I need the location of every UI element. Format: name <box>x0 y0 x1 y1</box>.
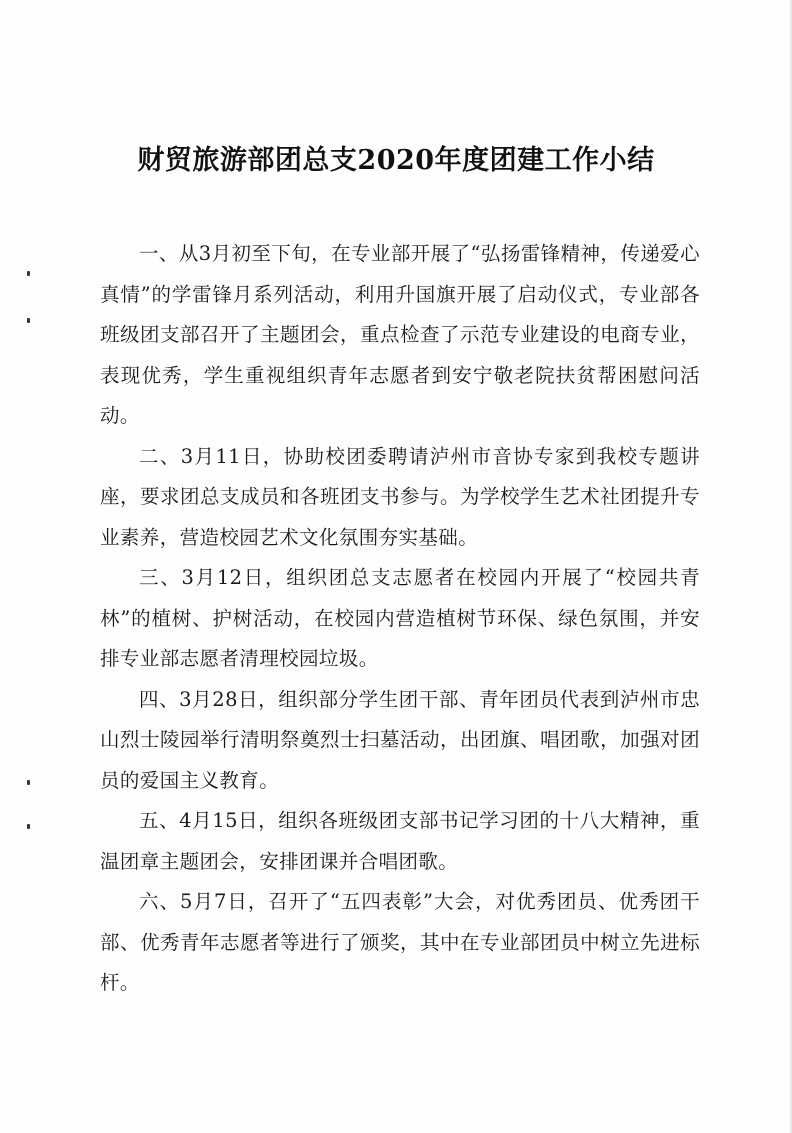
document-body <box>100 234 700 1004</box>
binding-hole-mark <box>27 271 30 276</box>
paragraph-6: 六、5月7日，召开了“五四表彰”大会，对优秀团员、优秀团干部、优秀青年志愿者等进行了颁奖，其中在专业部团员中树立先进标杆。 <box>100 890 700 994</box>
document-title: 财贸旅游部团总支2020年度团建工作小结 <box>137 145 655 176</box>
paragraph-5: 五、4月15日，组织各班级团支部书记学习团的十八大精神，重温团章主题团会，安排团课并合唱团歌。 <box>100 809 700 873</box>
paragraph-3: 三、3月12日，组织团总支志愿者在校园内开展了“校园共青林”的植树、护树活动，在校园内营造植树节环保、绿色氛围，并安排专业部志愿者清理校园垃圾。 <box>100 566 700 670</box>
binding-hole-mark <box>27 824 30 829</box>
paragraph-4: 四、3月28日，组织部分学生团干部、青年团员代表到泸州市忠山烈士陵园举行清明祭奠烈士扫墓活动，出团旗、唱团歌，加强对团员的爱国主义教育。 <box>100 687 700 792</box>
binding-hole-mark <box>27 780 30 785</box>
paragraph-1: 一、从3月初至下旬，在专业部开展了“弘扬雷锋精神，传递爱心真情”的学雷锋月系列活动，利用升国旗开展了启动仪式，专业部各班级团支部召开了主题团会，重点检查了示范专业建设的电商专业，表现优秀，学生重视组织青年志愿者到安宁敬老院扶贫帮困慰问活动。 <box>100 242 700 427</box>
paragraph-2: 二、3月11日，协助校团委聘请泸州市音协专家到我校专题讲座，要求团总支成员和各班团支书参与。为学校学生艺术社团提升专业素养，营造校园艺术文化氛围夯实基础。 <box>100 444 700 549</box>
binding-hole-mark <box>27 318 30 323</box>
